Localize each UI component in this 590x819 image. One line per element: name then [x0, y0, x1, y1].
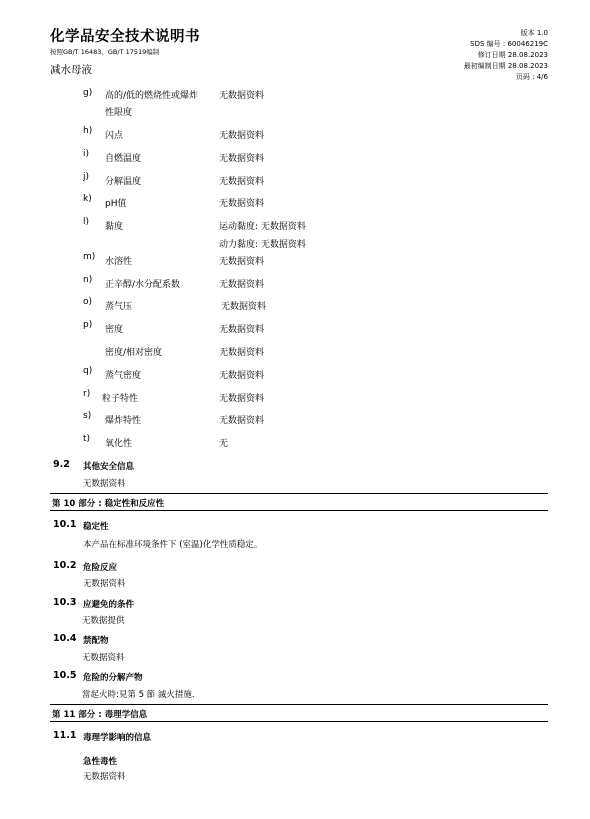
property-label: 密度: [105, 325, 124, 335]
section-title: 危险的分解产物: [83, 673, 143, 683]
document-title: 化学品安全技术说明书: [50, 29, 200, 45]
property-letter: s): [83, 411, 92, 421]
section-number: 10.5: [53, 670, 77, 681]
divider: [50, 704, 548, 705]
first-edition-date: 最初编制日期 28.08.2023: [463, 62, 548, 70]
sds-number: SDS 编号 : 60046219C: [470, 40, 548, 48]
section-body: 當起火時:見第 5 節 滅火措施.: [82, 690, 195, 700]
section-number: 10.1: [53, 519, 77, 530]
property-letter: q): [83, 366, 93, 376]
property-letter: m): [83, 252, 96, 262]
divider: [50, 721, 548, 722]
property-label: 粒子特性: [102, 394, 139, 404]
property-value: 无数据资料: [219, 325, 265, 335]
property-label: 蒸气密度: [105, 371, 142, 381]
property-label: 水溶性: [105, 257, 133, 267]
section-title: 毒理学影响的信息: [83, 733, 152, 743]
property-label: 密度/相对密度: [105, 348, 163, 358]
property-label: 闪点: [105, 131, 124, 141]
property-label: 氧化性: [105, 439, 133, 449]
property-label: 高的/低的燃烧性或爆炸: [105, 91, 199, 101]
property-letter: i): [83, 149, 90, 159]
section-body: 无数据资料: [82, 653, 125, 663]
section-body: 无数据资料: [83, 479, 126, 489]
property-letter: k): [83, 194, 92, 204]
property-value: 无数据资料: [219, 91, 265, 101]
section-number: 11.1: [53, 730, 77, 741]
property-label: 蒸气压: [105, 302, 133, 312]
section-body: 无数据提供: [82, 616, 125, 626]
section-body: 无数据资料: [83, 772, 126, 782]
section-title: 危险反应: [83, 563, 118, 573]
section-number: 9.2: [53, 459, 70, 470]
property-value: 无数据资料: [219, 348, 265, 358]
property-value: 无数据资料: [219, 199, 265, 209]
property-label: 自燃温度: [105, 154, 142, 164]
property-letter: p): [83, 320, 93, 330]
property-value: 无数据资料: [219, 280, 265, 290]
standard-reference: 按照GB/T 16483、GB/T 17519编制: [50, 48, 160, 56]
property-label: 正辛醇/水分配系数: [105, 280, 181, 290]
section-number: 10.2: [53, 560, 77, 571]
part-heading: 第 11 部分 : 毒理学信息: [52, 710, 148, 720]
property-value: 无数据资料: [219, 131, 265, 141]
section-number: 10.3: [53, 597, 77, 608]
divider: [50, 510, 548, 511]
property-letter: n): [83, 275, 93, 285]
property-label: 爆炸特性: [105, 416, 142, 426]
section-title: 应避免的条件: [83, 600, 135, 610]
property-value: 无数据资料: [221, 302, 267, 312]
property-letter: o): [83, 297, 93, 307]
property-label: pH值: [105, 199, 127, 209]
property-value: 无数据资料: [219, 371, 265, 381]
property-letter: g): [83, 88, 93, 98]
property-value: 无数据资料: [219, 394, 265, 404]
property-letter: t): [83, 434, 91, 444]
property-label: 黏度: [105, 222, 124, 232]
subsection-title: 急性毒性: [83, 757, 118, 767]
section-title: 其他安全信息: [83, 462, 135, 472]
property-value: 无数据资料: [219, 416, 265, 426]
section-title: 禁配物: [83, 636, 109, 646]
property-value-secondary: 动力黏度: 无数据资料: [219, 240, 306, 250]
part-heading: 第 10 部分 : 稳定性和反应性: [52, 499, 165, 509]
product-name: 减水母液: [50, 64, 92, 76]
property-value: 无: [219, 439, 229, 449]
section-body: 本产品在标准环境条件下 (室温)化学性质稳定。: [83, 540, 263, 550]
divider: [50, 493, 548, 494]
page-number: 页码 : 4/6: [515, 73, 548, 81]
property-label-continued: 性限度: [105, 108, 133, 118]
property-label: 分解温度: [105, 177, 142, 187]
version: 版本 1.0: [520, 29, 548, 37]
property-letter: l): [83, 217, 90, 227]
revision-date: 修订日期 28.08.2023: [477, 51, 548, 59]
property-value: 无数据资料: [219, 154, 265, 164]
property-letter: j): [83, 172, 90, 182]
section-body: 无数据资料: [83, 579, 126, 589]
section-title: 稳定性: [83, 522, 109, 532]
property-letter: h): [83, 126, 93, 136]
property-value: 运动黏度: 无数据资料: [219, 222, 306, 232]
property-letter: r): [83, 389, 91, 399]
property-value: 无数据资料: [219, 257, 265, 267]
property-value: 无数据资料: [219, 177, 265, 187]
section-number: 10.4: [53, 633, 77, 644]
